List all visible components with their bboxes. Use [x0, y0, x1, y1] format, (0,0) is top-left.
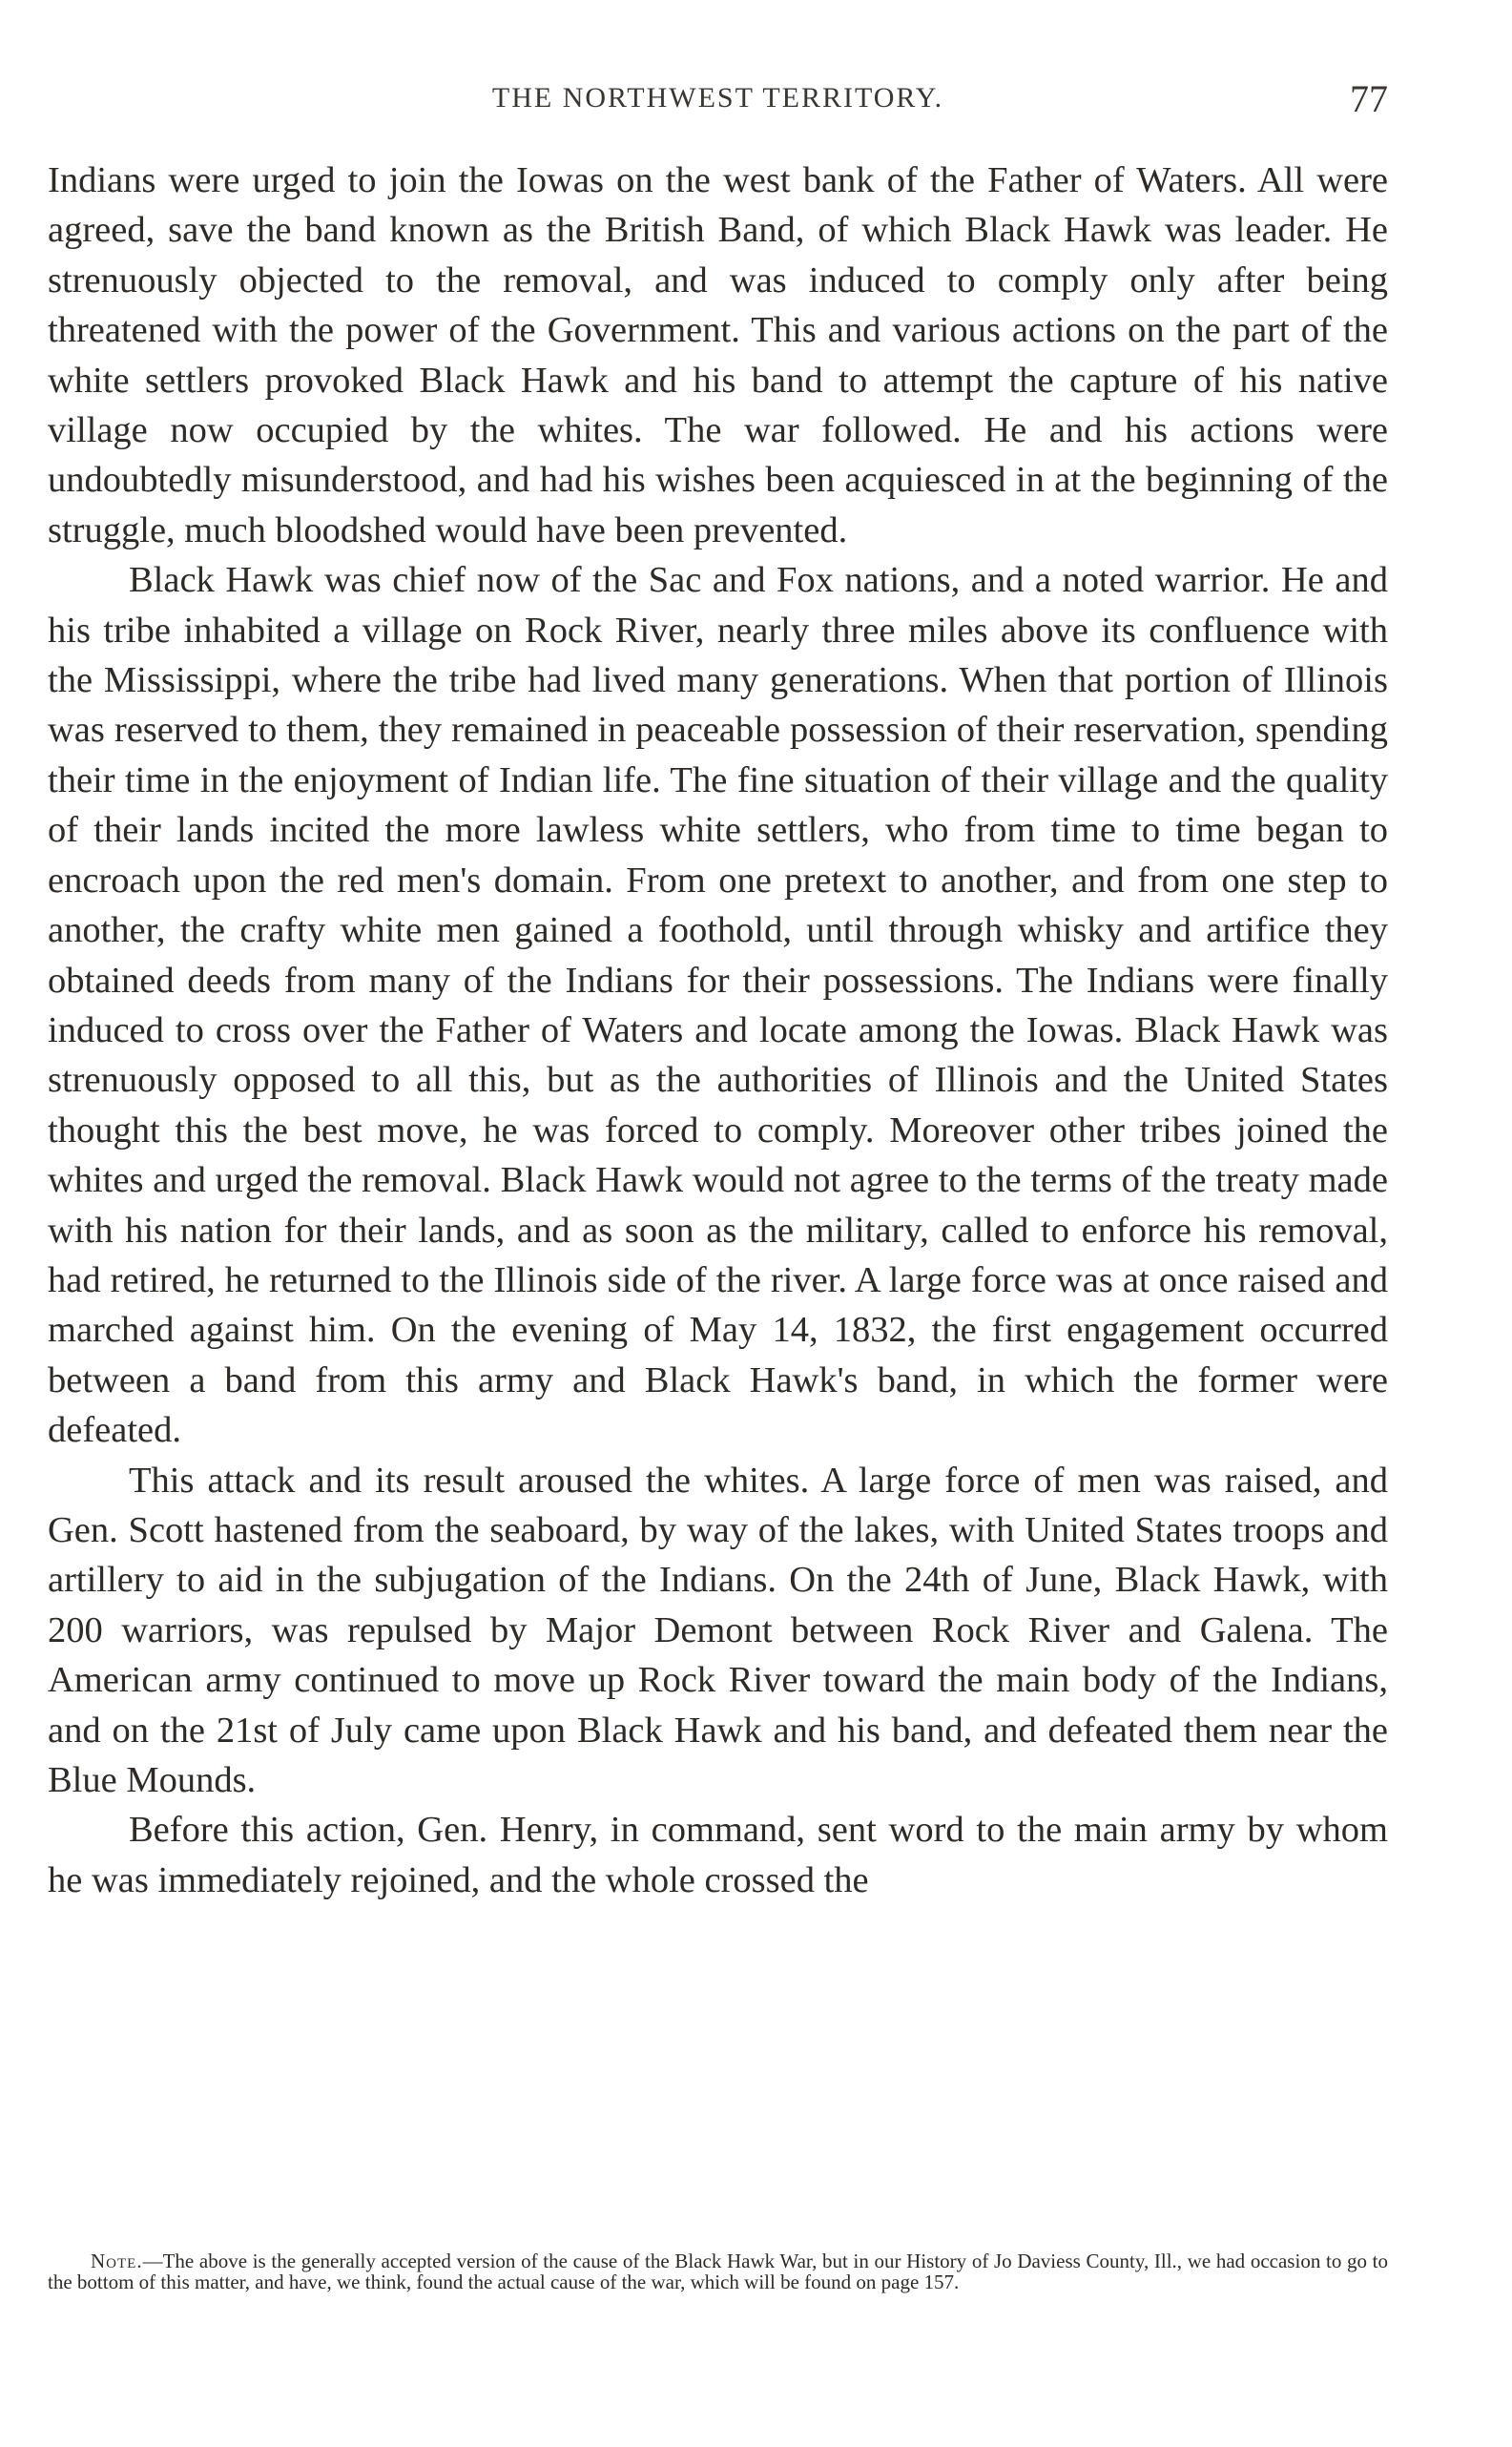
body-text	[48, 156, 1388, 1905]
running-title: THE NORTHWEST TERRITORY.	[491, 82, 944, 114]
paragraph-1: Indians were urged to join the Iowas on the west bank of the Father of Waters. All were agreed, save the band known as the British Band, of which Black Hawk was leader. He strenuously objected to the removal, and was induced to comply only after being threatened with the power of the Government. This and various actions on the part of the white settlers provoked Black Hawk and his band to attempt the capture of his native village now occupied by the whites. The war followed. He and his actions were undoubtedly misunderstood, and had his wishes been acquiesced in at the beginning of the struggle, much bloodshed would have been prevented.	[48, 160, 1388, 550]
footnote-label: Note.	[91, 2250, 143, 2272]
paragraph-2: Black Hawk was chief now of the Sac and Fox nations, and a noted warrior. He and his tribe inhabited a village on Rock River, nearly three miles above its confluence with the Mississippi, where the tribe had lived many generations. When that portion of Illinois was reserved to them, they remained in peaceable possession of their reservation, spending their time in the enjoyment of Indian life. The fine situation of their village and the quality of their lands incited the more lawless white settlers, who from time to time began to encroach upon the red men's domain. From one pretext to another, and from one step to another, the crafty white men gained a foothold, until through whisky and artifice they obtained deeds from many of the Indians for their possessions. The Indians were finally induced to cross over the Father of Waters and locate among the Iowas. Black Hawk was strenuously opposed to all this, but as the authorities of Illinois and the United States thought this the best move, he was forced to comply. Moreover other tribes joined the whites and urged the removal. Black Hawk would not agree to the terms of the treaty made with his nation for their lands, and as soon as the military, called to enforce his removal, had retired, he returned to the Illinois side of the river. A large force was at once raised and marched against him. On the evening of May 14, 1832, the first engagement occurred between a band from this army and Black Hawk's band, in which the former were defeated.	[48, 560, 1388, 1451]
page-number: 77	[1350, 77, 1388, 120]
running-head	[48, 76, 1388, 118]
paragraph-4: Before this action, Gen. Henry, in command, sent word to the main army by whom he was immediately rejoined, and the whole crossed the	[48, 1810, 1388, 1900]
footnote	[48, 2250, 1388, 2292]
footnote-text: —The above is the generally accepted version of the cause of the Black Hawk War, but in our History of Jo Daviess County, Ill., we had occasion to go to the bottom of this matter, and have, we think, found the actual cause of the war, which will be found on page 157.	[48, 2250, 1388, 2293]
paragraph-3: This attack and its result aroused the whites. A large force of men was raised, and Gen. Scott hastened from the seaboard, by way of the lakes, with United States troops and artillery to aid in the subjugation of the Indians. On the 24th of June, Black Hawk, with 200 warriors, was repulsed by Major Demont between Rock River and Galena. The American army continued to move up Rock River toward the main body of the Indians, and on the 21st of July came upon Black Hawk and his band, and defeated them near the Blue Mounds.	[48, 1460, 1388, 1800]
